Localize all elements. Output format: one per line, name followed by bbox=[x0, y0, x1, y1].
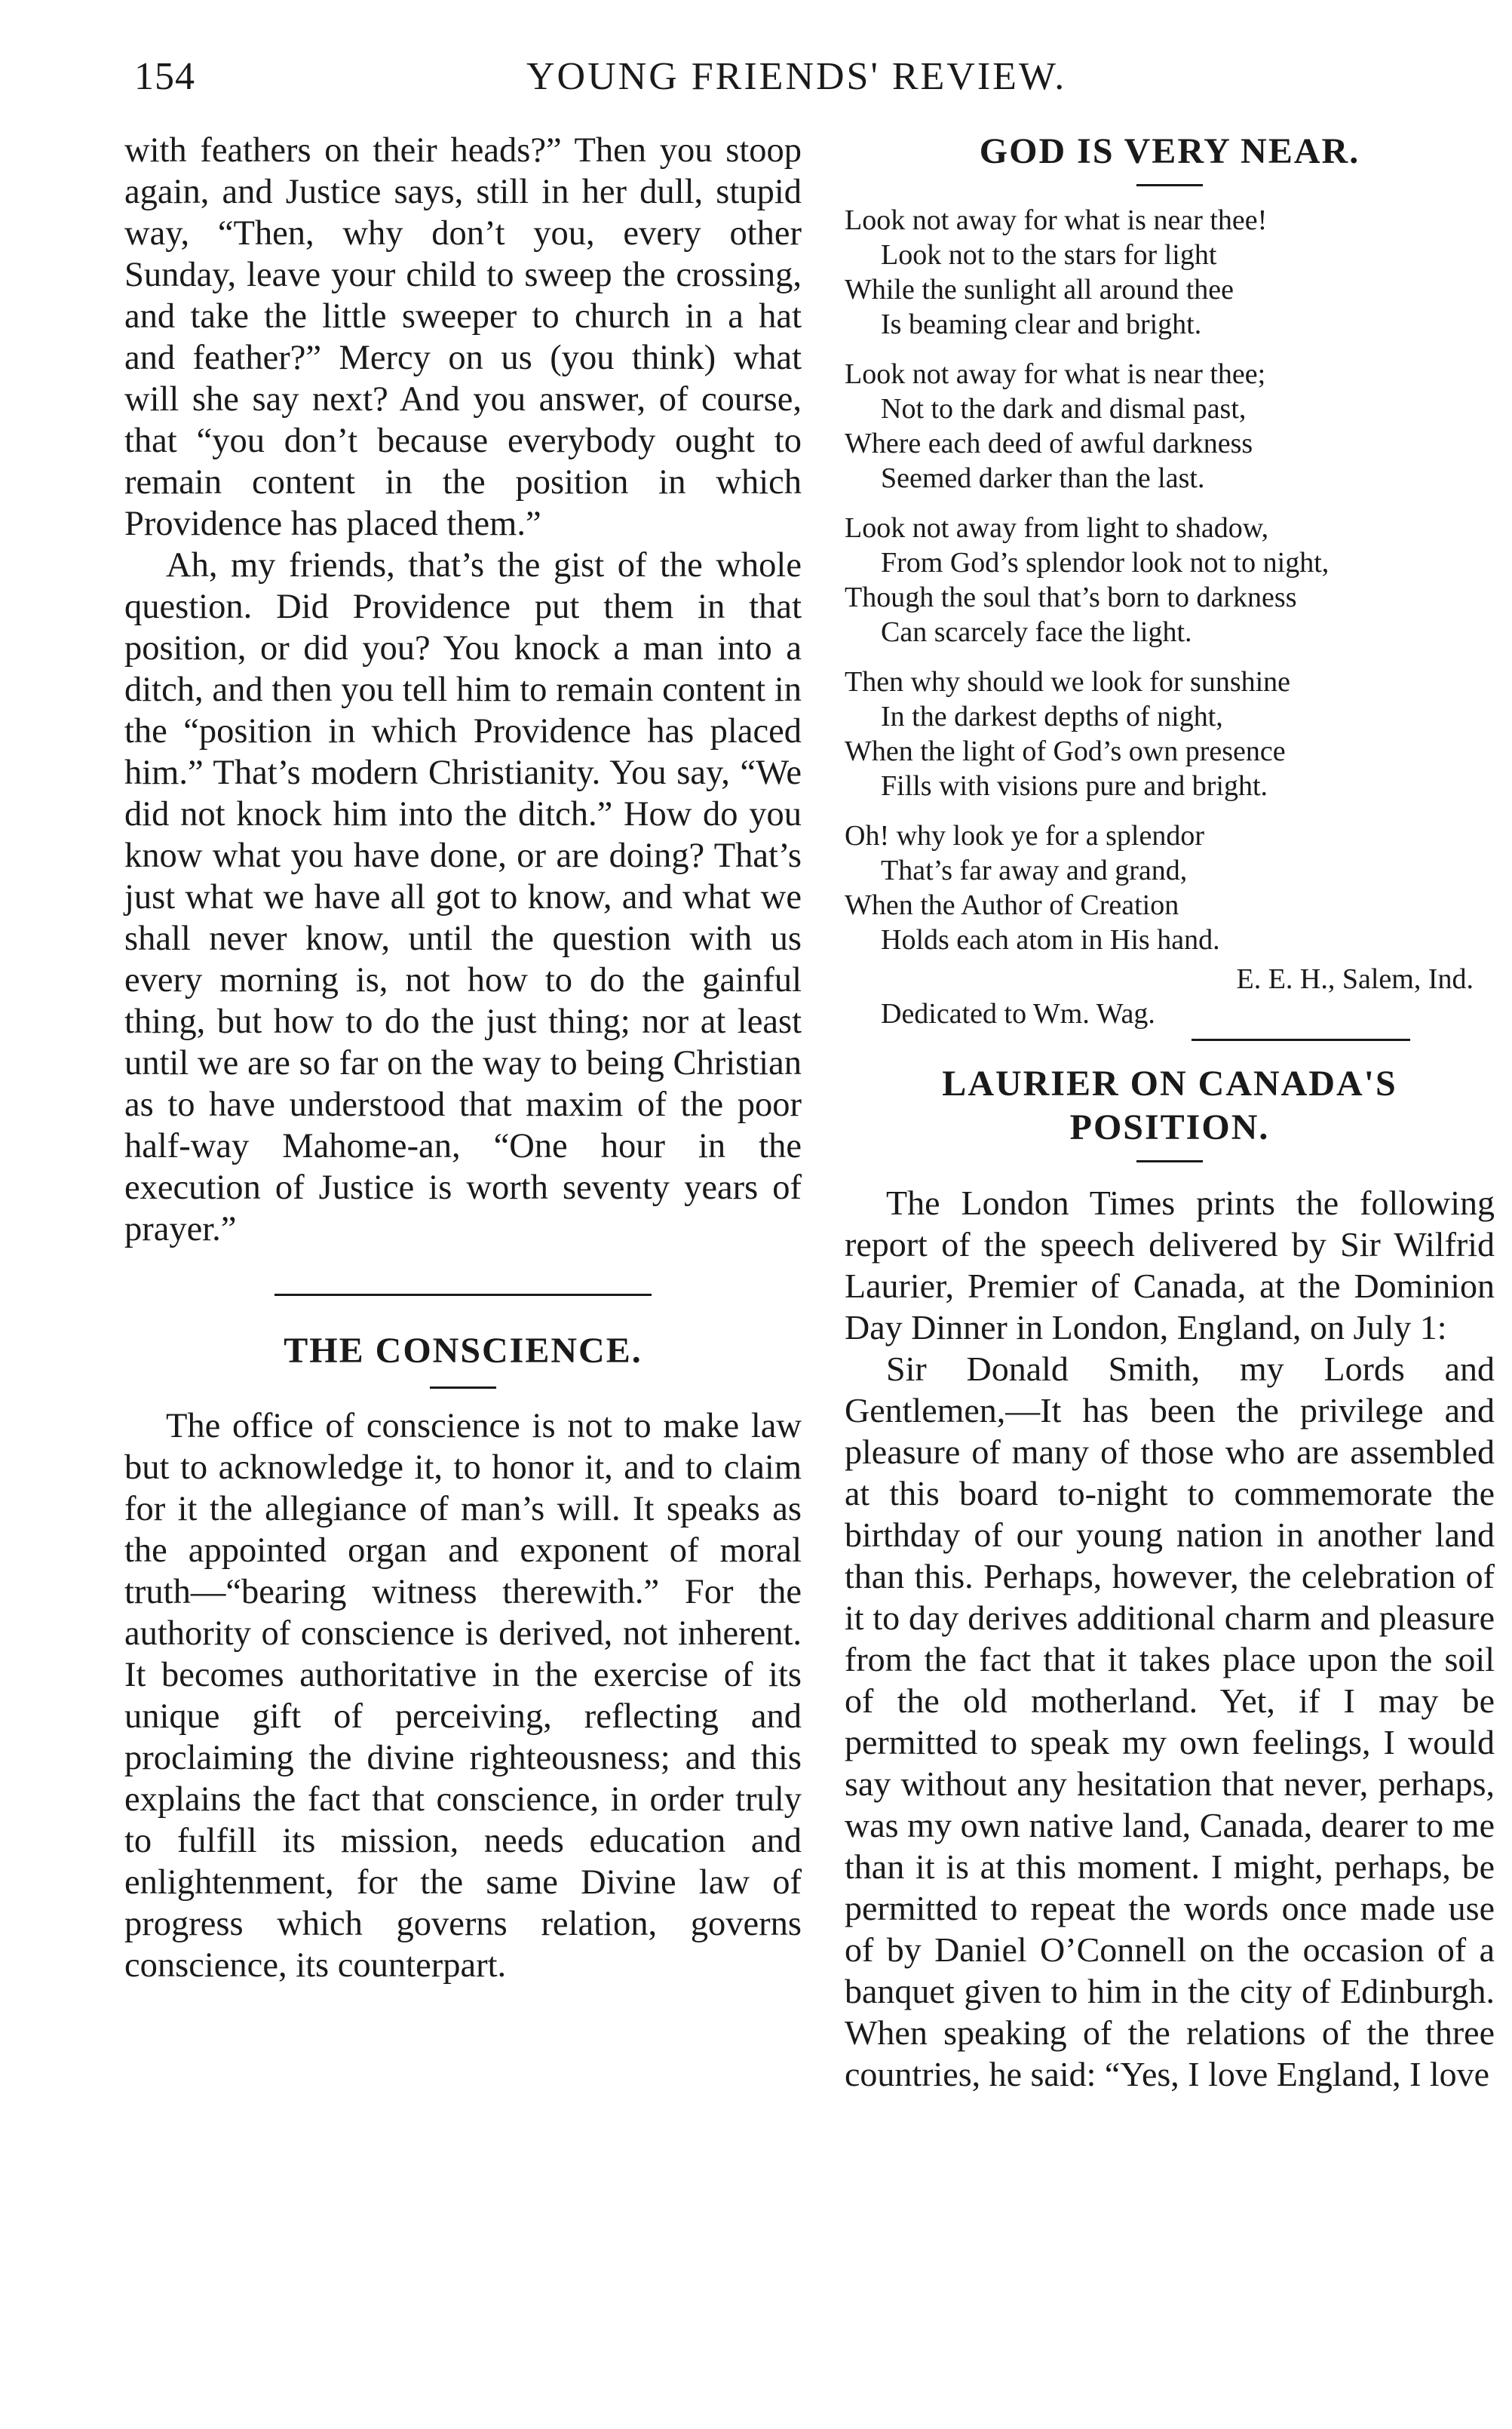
poem-line: Holds each atom in His hand. bbox=[881, 924, 1220, 956]
poem-line: Is beaming clear and bright. bbox=[881, 309, 1202, 340]
poem-line: When the light of God’s own presence bbox=[845, 735, 1286, 767]
laurier-intro: The London Times prints the following report of the speech delivered by Sir Wilfrid Laurier, Premier of Canada, at the Dominion Day Dinner in London, England, on July 1: bbox=[845, 1184, 1495, 1347]
conscience-paragraph: The office of conscience is not to make law but to acknowledge it, to honor it, and to claim for it the allegiance of man’s will. It speaks as the appointed organ and exponent of moral truth—“bearing witness therewith.” For the authority of conscience is derived, not inherent. It becomes authoritative in the exercise of its unique gift of perceiving, reflecting and proclaiming the divine righteousness; and this explains the fact that conscience, in order truly to fulfill its mission, needs education and enlightenment, for the same Divine law of progress which governs relation, governs conscience, its counterpart. bbox=[124, 1407, 802, 1985]
poem-stanza bbox=[845, 203, 1495, 342]
poem-line: Look not away for what is near thee; bbox=[845, 358, 1266, 390]
heading-rule bbox=[430, 1386, 496, 1389]
poem-line: Fills with visions pure and bright. bbox=[881, 770, 1268, 802]
laurier-speech: Sir Donald Smith, my Lords and Gentlemen,—It has been the privilege and pleasure of many of those who are assembled at this board to-night to commemorate the birthday of our young nation in another land than this. Perhaps, however, the celebration of it to day derives additional charm and pleasure from the fact that it takes place upon the soil of the old motherland. Yet, if I may be permitted to speak my own feelings, I would say without any hesitation that never, perhaps, was my own native land, Canada, dearer to me than it is at this moment. I might, perhaps, be permitted to repeat the words once made use of by Daniel O’Connell on the occasion of a banquet given to him in the city of Edinburgh. When speaking of the relations of the three countries, he said: “Yes, I love England, I love bbox=[845, 1350, 1495, 2093]
section-divider bbox=[1192, 1039, 1410, 1041]
poem-stanza bbox=[845, 357, 1495, 496]
poem-line: Oh! why look ye for a splendor bbox=[845, 820, 1205, 852]
poem-stanza bbox=[845, 665, 1495, 803]
poem-line: Where each deed of awful darkness bbox=[845, 428, 1253, 459]
poem-line: Though the soul that’s born to darkness bbox=[845, 582, 1297, 613]
poem-line: In the darkest depths of night, bbox=[881, 701, 1223, 732]
poem-line: From God’s splendor look not to night, bbox=[881, 547, 1330, 579]
page-header bbox=[134, 54, 1499, 115]
poem-line: Look not away from light to shadow, bbox=[845, 512, 1269, 544]
section-divider bbox=[274, 1294, 652, 1296]
poem-line: Then why should we look for sunshine bbox=[845, 666, 1291, 698]
poem-line: When the Author of Creation bbox=[845, 889, 1179, 921]
laurier-heading: LAURIER ON CANADA'S POSITION. bbox=[942, 1064, 1397, 1147]
poem-line: Not to the dark and dismal past, bbox=[881, 393, 1247, 425]
page-number: 154 bbox=[134, 55, 195, 98]
continuation-paragraph: with feathers on their heads?” Then you stoop again, and Justice says, still in her dull, stupid way, “Then, why don’t you, every other Sunday, leave your child to sweep the crossing, and take the little sweeper to church in a hat and feather?” Mercy on us (you think) what will she say next? And you answer, of course, that “you don’t because everybody ought to remain content in the position in which Providence has placed them.” bbox=[124, 131, 802, 543]
left-column bbox=[124, 130, 802, 1986]
heading-rule bbox=[1136, 184, 1203, 186]
conscience-heading: THE CONSCIENCE. bbox=[284, 1331, 643, 1371]
poem-line: Look not away for what is near thee! bbox=[845, 204, 1268, 236]
poem-stanza bbox=[845, 818, 1495, 957]
poem-line: While the sunlight all around thee bbox=[845, 274, 1234, 306]
poem-stanza bbox=[845, 511, 1495, 649]
poem-line: That’s far away and grand, bbox=[881, 855, 1188, 886]
poem-heading: GOD IS VERY NEAR. bbox=[979, 131, 1360, 171]
right-column bbox=[845, 130, 1495, 2095]
poem-dedication: Dedicated to Wm. Wag. bbox=[881, 998, 1155, 1030]
poem-line: Can scarcely face the light. bbox=[881, 616, 1192, 648]
gist-paragraph: Ah, my friends, that’s the gist of the whole question. Did Providence put them in that position, or did you? You knock a man into a ditch, and then you tell him to remain content in the “position in which Providence has placed him.” That’s modern Christianity. You say, “We did not knock him into the ditch.” How do you know what you have done, or are doing? That’s just what we have all got to know, and what we shall never know, until the question with us every morning is, not how to do the gainful thing, but how to do the just thing; nor at least until we are so far on the way to being Christian as to have understood that maxim of the poor half-way Mahome-an, “One hour in the execution of Justice is worth seventy years of prayer.” bbox=[124, 546, 802, 1248]
running-title: YOUNG FRIENDS' REVIEW. bbox=[526, 55, 1067, 98]
poem-attribution: E. E. H., Salem, Ind. bbox=[1236, 963, 1474, 995]
heading-rule bbox=[1136, 1160, 1203, 1162]
poem-line: Seemed darker than the last. bbox=[881, 462, 1205, 494]
poem-line: Look not to the stars for light bbox=[881, 239, 1217, 271]
